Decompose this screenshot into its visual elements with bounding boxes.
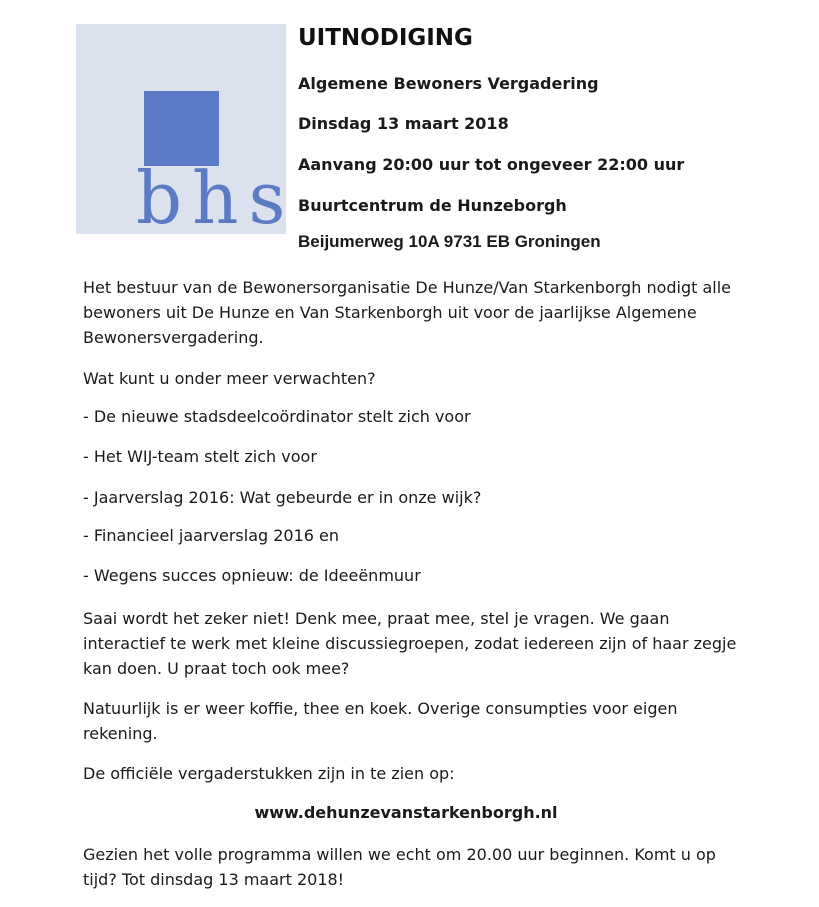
refreshments-paragraph: Natuurlijk is er weer koffie, thee en koek. Overige consumpties voor eigen rekening. bbox=[83, 699, 678, 743]
venue-address: Beijumerweg 10A 9731 EB Groningen bbox=[298, 232, 601, 251]
agenda-item: - Het WIJ-team stelt zich voor bbox=[83, 447, 317, 466]
documents-paragraph: De officiële vergaderstukken zijn in te zien op: bbox=[83, 764, 455, 783]
interactive-paragraph: Saai wordt het zeker niet! Denk mee, praat mee, stel je vragen. We gaan interactief te werk met kleine discussiegroepen, zodat iedereen zijn of haar zegje kan doen. U praat toch ook mee? bbox=[83, 609, 737, 678]
agenda-item: - De nieuwe stadsdeelcoördinator stelt zich voor bbox=[83, 407, 471, 426]
page-title: UITNODIGING bbox=[298, 25, 473, 51]
agenda-item: - Wegens succes opnieuw: de Ideeënmuur bbox=[83, 566, 421, 585]
website-link[interactable]: www.dehunzevanstarkenborgh.nl bbox=[254, 803, 558, 822]
logo-square bbox=[144, 91, 219, 166]
bhs-logo bbox=[76, 24, 296, 240]
meeting-venue: Buurtcentrum de Hunzeborgh bbox=[298, 196, 567, 215]
agenda-item: - Jaarverslag 2016: Wat gebeurde er in onze wijk? bbox=[83, 488, 482, 507]
agenda-item: - Financieel jaarverslag 2016 en bbox=[83, 526, 340, 545]
meeting-time: Aanvang 20:00 uur tot ongeveer 22:00 uur bbox=[298, 155, 685, 174]
intro-paragraph: Het bestuur van de Bewonersorganisatie De Hunze/Van Starkenborgh nodigt alle bewoners uit De Hunze en Van Starkenborgh uit voor de jaarlijkse Algemene Bewonersvergadering. bbox=[83, 278, 732, 347]
closing-paragraph: Gezien het volle programma willen we echt om 20.00 uur beginnen. Komt u op tijd? Tot dinsdag 13 maart 2018! bbox=[83, 845, 716, 889]
meeting-date: Dinsdag 13 maart 2018 bbox=[298, 114, 509, 133]
expectations-question: Wat kunt u onder meer verwachten? bbox=[83, 369, 376, 388]
logo-text: bhs bbox=[136, 156, 296, 240]
meeting-name: Algemene Bewoners Vergadering bbox=[298, 74, 599, 93]
